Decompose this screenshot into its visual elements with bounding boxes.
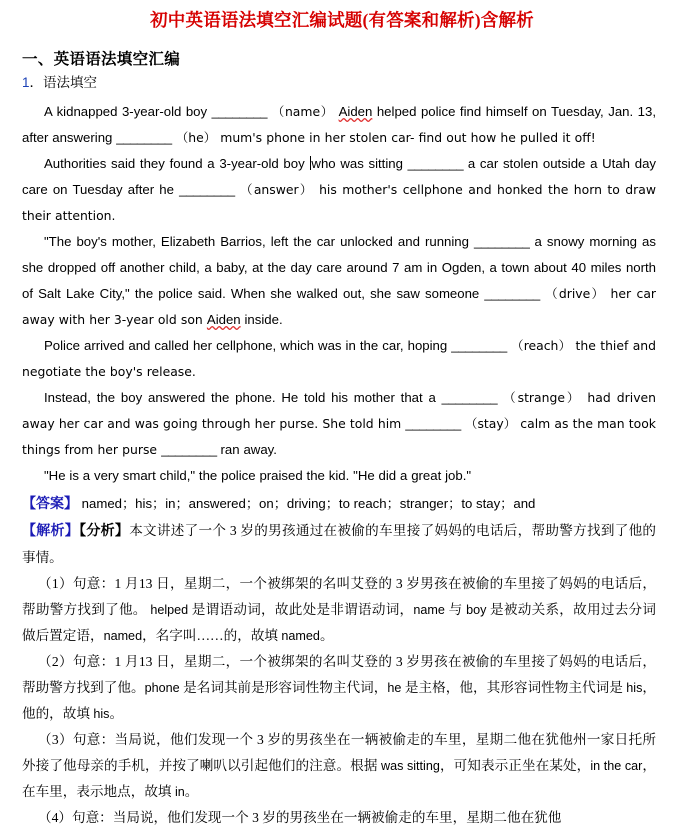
p1-text-4: （he） mum's phone in her stolen car- find out how he pulled it off! bbox=[171, 130, 596, 145]
p2-blank-1: ________ bbox=[407, 156, 464, 171]
a3-text-2: ，可知表示正坐在某处， bbox=[439, 758, 591, 773]
analysis-intro-text: 本文讲述了一个 3 岁的男孩通过在被偷的车里接了妈妈的电话后，帮助警方找到了他的事情。 bbox=[22, 523, 657, 565]
p3-text-1: "The boy's mother, Elizabeth Barrios, left the car unlocked and running bbox=[44, 234, 475, 249]
p5-blank-1: ________ bbox=[441, 390, 498, 405]
a4-text-1: 当局说，他们发现一个 3 岁的男孩坐在一辆被偷走的车里，星期二他在犹他 bbox=[112, 810, 562, 825]
p5-text-4: ran away. bbox=[216, 442, 277, 457]
p5-text-2: （strange） had driven away her car and was going through her purse. She told him bbox=[22, 390, 657, 431]
p1-misspelled-word: Aiden bbox=[338, 104, 373, 119]
question-label-text: ．语法填空 bbox=[29, 75, 98, 90]
p5-blank-2: ________ bbox=[405, 416, 461, 431]
a2-text-4: ，他的，故填 bbox=[22, 680, 656, 721]
a1-text-3: 与 bbox=[444, 602, 467, 617]
p1-blank-2: ________ bbox=[116, 130, 172, 145]
passage-body bbox=[22, 99, 656, 831]
a2-text-5: 。 bbox=[109, 706, 124, 721]
a1-en-2: name bbox=[413, 603, 445, 617]
analysis-item-4 bbox=[22, 805, 656, 831]
analysis-item-1 bbox=[22, 571, 656, 649]
a4-label: （4）句意： bbox=[38, 810, 113, 825]
passage-paragraph-6 bbox=[22, 463, 656, 489]
passage-paragraph-4 bbox=[22, 333, 656, 385]
p6-text-1: "He is a very smart child," the police praised the kid. "He did a great job." bbox=[44, 468, 472, 483]
a1-text-6: 。 bbox=[319, 628, 334, 643]
analysis-intro-line bbox=[22, 518, 656, 571]
p2-blank-2: ________ bbox=[179, 182, 235, 197]
a3-en-3: in bbox=[174, 785, 185, 799]
analysis-tag: 【解析】 bbox=[22, 524, 80, 539]
p3-blank-1: ________ bbox=[474, 234, 530, 249]
p5-text-1: Instead, the boy answered the phone. He told his mother that a bbox=[44, 390, 442, 405]
passage-paragraph-1 bbox=[22, 99, 656, 151]
p5-blank-3: ________ bbox=[161, 442, 217, 457]
a3-label: （3）句意： bbox=[38, 732, 115, 747]
a2-en-4: his bbox=[93, 707, 110, 721]
p2-text-1: Authorities said they found a 3-year-old boy bbox=[44, 156, 310, 171]
analysis-item-2 bbox=[22, 649, 656, 727]
p2-text-3: a car stolen outside a Utah day care on Tuesday after he bbox=[22, 156, 656, 197]
a1-text-5: ，名字叫……的，故填 bbox=[142, 628, 282, 643]
p1-blank-1: ________ bbox=[211, 104, 268, 119]
a1-en-4: named bbox=[103, 629, 143, 643]
a3-en-1: was sitting bbox=[380, 759, 440, 773]
a1-text-4: 是被动关系，故用过去分词做后置定语， bbox=[22, 602, 657, 643]
answer-line bbox=[22, 491, 656, 518]
p3-text-4: inside. bbox=[240, 312, 283, 327]
analysis-item-3 bbox=[22, 727, 656, 805]
answer-tag: 【答案】 bbox=[22, 497, 78, 512]
passage-paragraph-3 bbox=[22, 229, 656, 333]
a2-text-3: 是主格，他，其形容词性物主代词是 bbox=[401, 680, 627, 695]
title-spacer bbox=[0, 32, 684, 48]
p1-text-2: （name） bbox=[267, 104, 339, 119]
page-title: 初中英语语法填空汇编试题(有答案和解析)含解析 bbox=[150, 10, 534, 30]
answer-text: named；his；in；answered；on；driving；to reach；stranger；to stay；and bbox=[78, 496, 536, 511]
p2-text-4: （answer） his mother's cellphone and honked the horn to draw their attention. bbox=[22, 182, 656, 223]
a2-label: （2）句意： bbox=[38, 654, 115, 669]
a1-text-1: 1 月13 日，星期二，一个被绑架的名叫艾登的 3 岁男孩在被偷的车里接了妈妈的电话后，帮助警方找到了他。 bbox=[22, 576, 657, 617]
a2-en-2: he bbox=[387, 681, 402, 695]
a1-text-2: 是谓语动词，故此处是非谓语动词， bbox=[188, 602, 414, 617]
p3-misspelled-word: Aiden bbox=[206, 312, 241, 327]
p3-blank-2: ________ bbox=[484, 286, 540, 301]
section-heading: 一、英语语法填空汇编 bbox=[22, 51, 181, 68]
a3-text-4: 。 bbox=[184, 784, 199, 799]
a2-en-3: his bbox=[626, 681, 643, 695]
p4-text-2: （reach） the thief and negotiate the boy's release. bbox=[22, 338, 656, 379]
passage-paragraph-2 bbox=[22, 151, 656, 229]
a1-en-5: named bbox=[281, 629, 320, 643]
p1-text-1: A kidnapped 3-year-old boy bbox=[44, 104, 212, 119]
p4-text-1: Police arrived and called her cellphone, which was in the car, hoping bbox=[44, 338, 452, 353]
p3-text-3: （drive） her car away with her 3-year old son bbox=[22, 286, 657, 327]
a1-en-3: boy bbox=[466, 603, 487, 617]
a2-en-1: phone bbox=[144, 681, 180, 695]
p5-text-3: （stay） calm as the man took things from her purse bbox=[22, 416, 656, 457]
a2-text-2: 是名词其前是形容词性物主代词， bbox=[179, 680, 388, 695]
p4-blank-1: ________ bbox=[451, 338, 507, 353]
a1-label: （1）句意： bbox=[38, 576, 115, 591]
a1-en-1: helped bbox=[150, 603, 189, 617]
a3-text-1: 当局说，他们发现一个 3 岁的男孩坐在一辆被偷走的车里，星期二他在犹他州一家日托所外接了他母亲的手机，并按了喇叭以引起他们的注意。根据 bbox=[22, 732, 657, 773]
a3-text-3: ，在车里，表示地点，故填 bbox=[22, 758, 657, 799]
p3-text-2: a snowy morning as she dropped off another child, a baby, at the day care around 7 am in Ogden, a town about 40 miles north of Salt Lake City," the police said. When she walked out, she saw someone bbox=[22, 234, 656, 301]
question-item-label bbox=[22, 72, 684, 93]
passage-paragraph-5 bbox=[22, 385, 656, 463]
breakdown-tag: 【分析】 bbox=[79, 524, 130, 539]
question-number: 1 bbox=[22, 75, 30, 90]
p2-text-2: who was sitting bbox=[311, 156, 408, 171]
a2-text-1: 1 月13 日，星期二，一个被绑架的名叫艾登的 3 岁男孩在被偷的车里接了妈妈的电话后，帮助警方找到了他。 bbox=[22, 654, 657, 695]
p1-text-3: helped police find himself on Tuesday, Jan. 13, after answering bbox=[22, 104, 657, 145]
a3-en-2: in the car bbox=[590, 759, 643, 773]
